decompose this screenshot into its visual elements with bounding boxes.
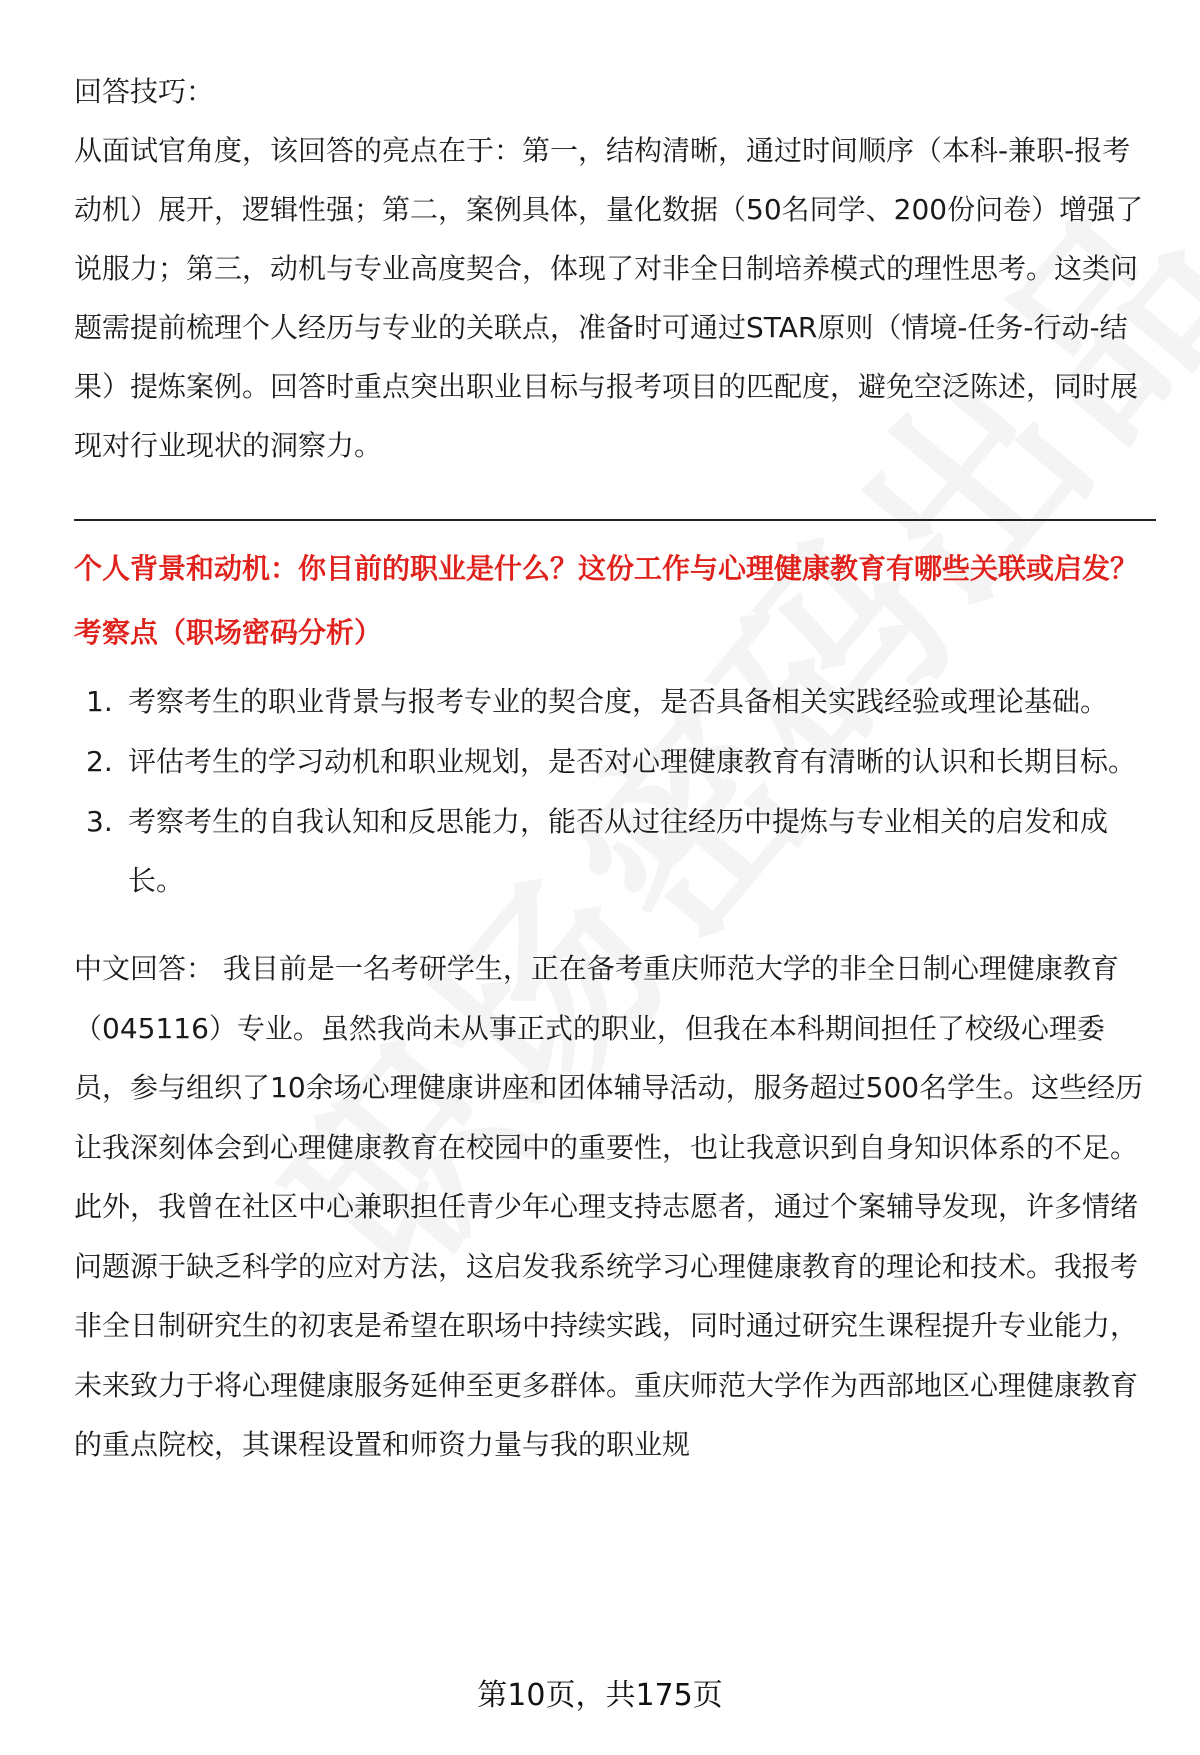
list-item	[74, 672, 1154, 731]
list-item	[74, 792, 1154, 910]
analysis-heading: 考察点（职场密码分析）	[74, 616, 383, 649]
list-item	[74, 732, 1154, 791]
tips-body: 从面试官角度，该回答的亮点在于：第一，结构清晰，通过时间顺序（本科-兼职-报考动机）展开，逻辑性强；第二，案例具体，量化数据（50名同学、200份问卷）增强了说服力；第三，动机与专业高度契合，体现了对非全日制培养模式的理性思考。这类问题需提前梳理个人经历与专业的关联点，准备时可通过STAR原则（情境-任务-行动-结果）提炼案例。回答时重点突出职业目标与报考项目的匹配度，避免空泛陈述，同时展现对行业现状的洞察力。	[74, 134, 1144, 462]
answer-paragraph: 中文回答： 我目前是一名考研学生，正在备考重庆师范大学的非全日制心理健康教育（045116）专业。虽然我尚未从事正式的职业，但我在本科期间担任了校级心理委员，参与组织了10余场心理健康讲座和团体辅导活动，服务超过500名学生。这些经历让我深刻体会到心理健康教育在校园中的重要性，也让我意识到自身知识体系的不足。此外，我曾在社区中心兼职担任青少年心理支持志愿者，通过个案辅导发现，许多情绪问题源于缺乏科学的应对方法，这启发我系统学习心理健康教育的理论和技术。我报考非全日制研究生的初衷是希望在职场中持续实践，同时通过研究生课程提升专业能力，未来致力于将心理健康服务延伸至更多群体。重庆师范大学作为西部地区心理健康教育的重点院校，其课程设置和师资力量与我的职业规	[74, 952, 1144, 1461]
analysis-points	[74, 672, 1154, 910]
document-body	[74, 62, 1154, 1475]
list-text: 评估考生的学习动机和职业规划，是否对心理健康教育有清晰的认识和长期目标。	[128, 745, 1137, 778]
list-text: 考察考生的自我认知和反思能力，能否从过往经历中提炼与专业相关的启发和成长。	[128, 805, 1109, 897]
page-number: 第10页，共175页	[477, 1678, 723, 1713]
section-divider	[74, 519, 1156, 521]
tips-label: 回答技巧：	[74, 75, 215, 108]
question-title: 个人背景和动机：你目前的职业是什么？这份工作与心理健康教育有哪些关联或启发？	[74, 552, 1139, 585]
list-number: 1.	[86, 685, 113, 718]
list-number: 2.	[86, 745, 113, 778]
list-text: 考察考生的职业背景与报考专业的契合度，是否具备相关实践经验或理论基础。	[128, 685, 1109, 718]
list-number: 3.	[86, 805, 113, 838]
